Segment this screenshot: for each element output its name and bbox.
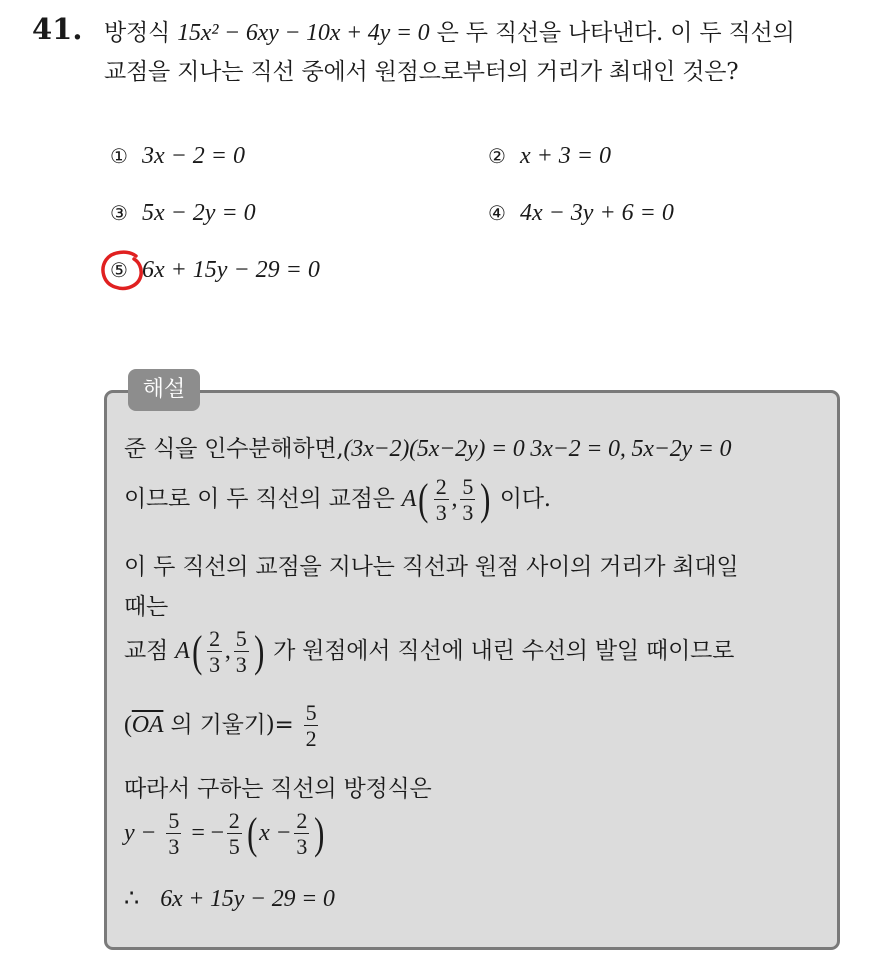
fraction-y: $\frac{5}{3}$ bbox=[235, 626, 247, 678]
point-label: A bbox=[401, 485, 417, 512]
fraction-eq-2: $\frac{2}{5}$ bbox=[228, 808, 240, 860]
solution-line-8: y − $\frac{5}{3}$ = − $\frac{2}{5}$ (x − $\frac{2}{3}$ ) bbox=[124, 808, 325, 860]
solution-line-9 bbox=[124, 884, 335, 913]
fraction-x: $\frac{2}{3}$ bbox=[435, 474, 447, 526]
solution-line-4: 때는 bbox=[124, 594, 169, 620]
solution-text: 이므로 이 두 직선의 교점은 bbox=[124, 485, 395, 512]
segment-label: $\overline{OA}$ bbox=[131, 711, 164, 738]
question-line-1 bbox=[104, 14, 795, 47]
option-2[interactable] bbox=[488, 143, 611, 170]
solution-line-6: ($\overline{OA}$ 의 기울기)= $\frac{5}{2}$ bbox=[124, 700, 317, 752]
solution-line-7: 따라서 구하는 직선의 방정식은 bbox=[124, 776, 432, 802]
option-expression: 5x − 2y = 0 bbox=[141, 200, 256, 226]
solution-line-2: 이므로 이 두 직선의 교점은 A( $\frac{2}{3}$ , $\frac{5}{3}$ ) 이다. bbox=[124, 474, 551, 526]
option-number: ⑤ bbox=[110, 258, 128, 282]
solution-tag: 해설 bbox=[128, 369, 200, 411]
question-number: 41. bbox=[32, 12, 83, 46]
fraction-slope: $\frac{5}{2}$ bbox=[305, 700, 317, 752]
therefore-symbol: ∴ bbox=[124, 886, 140, 912]
option-number: ① bbox=[110, 144, 128, 168]
solution-text: 교점 bbox=[124, 637, 169, 664]
question-text: 은 두 직선을 나타낸다. 이 두 직선의 bbox=[436, 20, 795, 46]
option-expression: 4x − 3y + 6 = 0 bbox=[519, 200, 674, 226]
option-3[interactable] bbox=[110, 200, 256, 227]
equation-part: y − bbox=[124, 819, 157, 846]
solution-text: 이다. bbox=[499, 485, 551, 512]
option-number: ② bbox=[488, 144, 506, 168]
option-4[interactable] bbox=[488, 200, 674, 227]
option-number: ④ bbox=[488, 201, 506, 225]
solution-line-5: 교점 A( $\frac{2}{3}$ , $\frac{5}{3}$ ) 가 원점에서 직선에 내린 수선의 발일 때이므로 bbox=[124, 626, 735, 678]
fraction-y: $\frac{5}{3}$ bbox=[462, 474, 474, 526]
fraction-eq-1: $\frac{5}{3}$ bbox=[168, 808, 180, 860]
question-text: 방정식 bbox=[104, 20, 171, 46]
answer-mark-circle-icon bbox=[98, 248, 148, 292]
solution-line-3: 이 두 직선의 교점을 지나는 직선과 원점 사이의 거리가 최대일 bbox=[124, 554, 739, 580]
option-expression: x + 3 = 0 bbox=[519, 143, 611, 169]
fraction-eq-3: $\frac{2}{3}$ bbox=[296, 808, 308, 860]
option-1[interactable] bbox=[110, 143, 245, 170]
solution-text: 가 원점에서 직선에 내린 수선의 발일 때이므로 bbox=[273, 637, 735, 664]
question-equation: 15x² − 6xy − 10x + 4y = 0 bbox=[177, 20, 430, 46]
final-answer: 6x + 15y − 29 = 0 bbox=[160, 886, 335, 912]
solution-text: 의 기울기)= bbox=[170, 711, 294, 738]
solution-text: 준 식을 인수분해하면, bbox=[124, 436, 344, 462]
equation-part: = − bbox=[191, 819, 224, 846]
option-expression: 6x + 15y − 29 = 0 bbox=[141, 257, 320, 283]
option-expression: 3x − 2 = 0 bbox=[141, 143, 245, 169]
fraction-x: $\frac{2}{3}$ bbox=[209, 626, 220, 678]
solution-line-1 bbox=[124, 430, 731, 463]
equation-part: x − bbox=[259, 819, 292, 846]
question-line-2: 교점을 지나는 직선 중에서 원점으로부터의 거리가 최대인 것은? bbox=[104, 59, 739, 85]
solution-math: (3x−2)(5x−2y) = 0 3x−2 = 0, 5x−2y = 0 bbox=[343, 436, 732, 462]
point-label: A bbox=[175, 637, 190, 664]
option-number: ③ bbox=[110, 201, 128, 225]
